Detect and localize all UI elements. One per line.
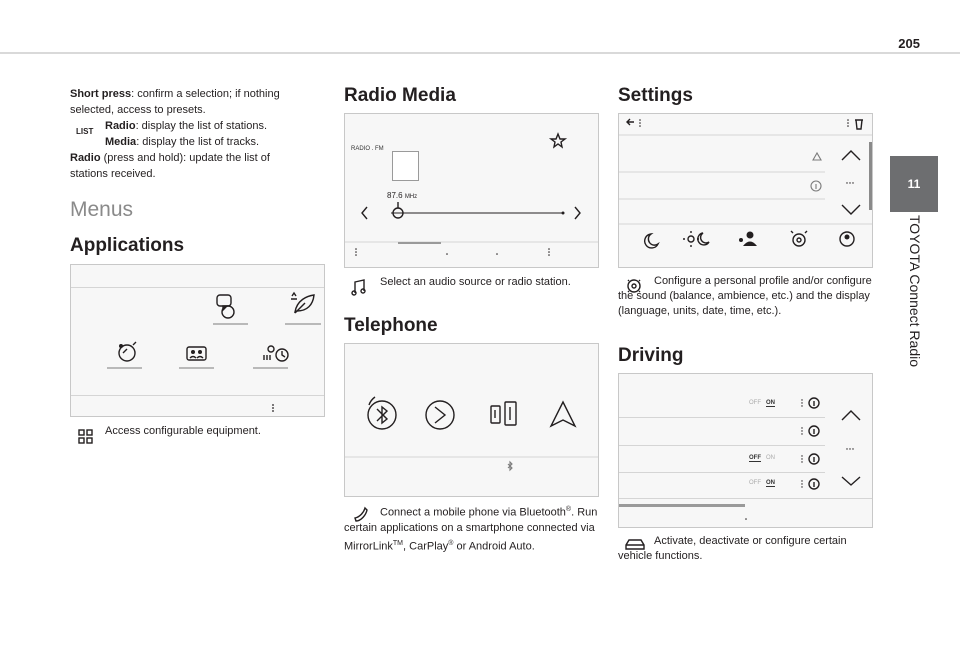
settings-gear-icon xyxy=(791,231,807,246)
page-number: 205 xyxy=(898,36,920,51)
android-auto-icon xyxy=(551,402,575,426)
messages-icon xyxy=(217,295,234,318)
bluetooth-icon xyxy=(368,397,396,429)
sound-profile-icon xyxy=(840,232,854,246)
carplay-icon xyxy=(426,401,454,429)
toggle-row-1[interactable]: OFF ON xyxy=(749,400,776,406)
scroll-up-icon xyxy=(842,411,860,420)
settings-caption: Configure a personal profile and/or configure the sound (balance, ambience, etc.) and the display (language, units, date, time, etc.). xyxy=(618,275,872,317)
list-button-label: LIST xyxy=(76,127,94,136)
telephone-screen xyxy=(344,343,599,497)
more-options-icon xyxy=(272,404,274,412)
telephone-icons xyxy=(345,344,598,496)
profile-card-icon xyxy=(187,347,206,360)
applications-caption: Access configurable equipment. xyxy=(105,425,261,437)
more-dots xyxy=(846,182,853,183)
gauge-settings-icon xyxy=(119,342,136,361)
settings-screen xyxy=(618,113,873,268)
scroll-down-icon xyxy=(842,477,860,485)
warning-icon xyxy=(813,153,821,160)
eco-leaf-icon xyxy=(291,293,314,313)
favourite-star-icon xyxy=(551,134,565,147)
driving-heading: Driving xyxy=(618,345,684,366)
driving-screen xyxy=(618,373,873,528)
previous-station-icon xyxy=(362,207,367,219)
scroll-up-icon xyxy=(842,151,860,160)
next-station-icon xyxy=(575,207,580,219)
radio-controls xyxy=(345,114,598,267)
ambience-settings-icon xyxy=(264,346,288,361)
back-arrow-icon xyxy=(627,119,634,125)
settings-heading: Settings xyxy=(618,85,693,106)
apps-grid-icon xyxy=(78,429,94,445)
chapter-title: TOYOTA Connect Radio xyxy=(907,215,923,367)
mirrorlink-icon xyxy=(491,402,516,425)
settings-scrollbar xyxy=(869,142,872,210)
settings-ui xyxy=(619,114,872,267)
radio-hold-paragraph: Radio (press and hold): update the list of stations received. xyxy=(70,152,270,180)
driving-ui xyxy=(619,374,872,527)
toggle-row-3[interactable]: OFF ON xyxy=(749,455,776,461)
night-mode-icon xyxy=(645,234,658,248)
applications-icons xyxy=(71,265,324,416)
row-options xyxy=(801,399,802,487)
bluetooth-status-icon xyxy=(508,462,512,470)
music-note-icon xyxy=(351,278,367,298)
radio-caption: Select an audio source or radio station. xyxy=(380,276,571,288)
frequency-readout: 87.6 MHz xyxy=(387,191,418,200)
radio-list-paragraph: Radio: display the list of stations. Media: display the list of tracks. xyxy=(105,120,268,148)
menus-heading: Menus xyxy=(70,198,134,221)
info-icons xyxy=(809,398,819,489)
trash-icon xyxy=(855,120,863,129)
scroll-down-icon xyxy=(842,205,860,214)
radio-screen xyxy=(344,113,599,268)
header-rule xyxy=(0,52,960,54)
applications-screen xyxy=(70,264,325,417)
user-profile-icon xyxy=(739,232,757,247)
applications-heading: Applications xyxy=(70,235,185,256)
day-night-icon xyxy=(683,231,709,247)
chapter-tab: 11 xyxy=(890,156,938,212)
radio-toolbar-dots xyxy=(355,248,550,256)
telephone-heading: Telephone xyxy=(344,315,438,336)
radio-band-label: RADIO . FM xyxy=(351,146,384,152)
radio-media-heading: Radio Media xyxy=(344,85,456,106)
driving-caption: Activate, deactivate or configure certain vehicle functions. xyxy=(618,535,847,562)
telephone-caption: Connect a mobile phone via Bluetooth®. Run certain applications on a smartphone connected via MirrorLink™, CarPlay® or Android Auto. xyxy=(344,506,598,553)
toggle-row-4[interactable]: OFF ON xyxy=(749,480,776,486)
short-press-paragraph: Short press: confirm a selection; if nothing selected, access to presets. xyxy=(70,88,280,116)
